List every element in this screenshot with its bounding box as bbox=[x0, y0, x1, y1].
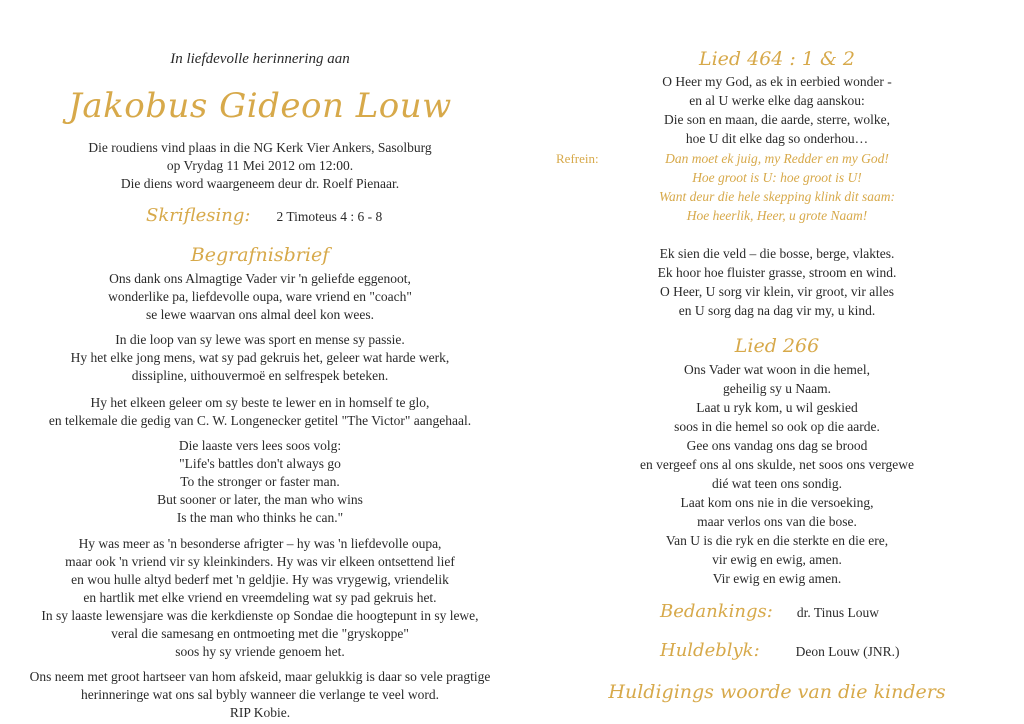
hymn-line: Ek sien die veld – die bosse, berge, vlaktes. bbox=[659, 246, 895, 261]
children-tribute-heading: Huldigings woorde van die kinders bbox=[608, 681, 946, 703]
tribute-label: Huldeblyk: bbox=[660, 640, 760, 661]
hymn-line: soos in die hemel so ook op die aarde. bbox=[674, 419, 880, 434]
paragraph-line: Hy was meer as 'n besonderse afrigter – hy was 'n liefdevolle oupa, bbox=[78, 536, 442, 551]
paragraph-line: Ons dank ons Almagtige Vader vir 'n geliefde eggenoot, bbox=[109, 271, 411, 286]
poem-line: But sooner or later, the man who wins bbox=[157, 492, 363, 507]
poem-line: To the stronger or faster man. bbox=[180, 474, 340, 489]
hymn-line: Van U is die ryk en die sterkte en die ere, bbox=[665, 533, 889, 548]
hymn-266-heading: Lied 266 bbox=[734, 335, 820, 357]
hymn-line: en U sorg dag na dag vir my, u kind. bbox=[678, 303, 876, 318]
paragraph-line: Ons neem met groot hartseer van hom afskeid, maar gelukkig is daar so vele pragtige bbox=[29, 669, 491, 684]
paragraph-line: herinneringe wat ons sal bybly wanneer die verlange te veel word. bbox=[81, 687, 439, 702]
service-line: Die diens word waargeneem deur dr. Roelf Pienaar. bbox=[120, 176, 400, 191]
paragraph-line: In sy laaste lewensjare was die kerkdienste op Sondae die hoogtepunt in sy lewe, bbox=[41, 608, 479, 623]
hymn-line: Die son en maan, die aarde, sterre, wolke, bbox=[663, 112, 891, 127]
poem-line: "Life's battles don't always go bbox=[179, 456, 341, 471]
thanks-label: Bedankings: bbox=[660, 601, 773, 622]
hymn-line: dié wat teen ons sondig. bbox=[711, 476, 843, 491]
paragraph-line: wonderlike pa, liefdevolle oupa, ware vriend en "coach" bbox=[108, 289, 412, 304]
hymn-line: Laat u ryk kom, u wil geskied bbox=[696, 400, 858, 415]
hymn-line: Ons Vader wat woon in die hemel, bbox=[683, 362, 871, 377]
paragraph-line: Hy het elkeen geleer om sy beste te lewer en in homself te glo, bbox=[90, 395, 430, 410]
paragraph-line: In die loop van sy lewe was sport en mense sy passie. bbox=[115, 332, 405, 347]
deceased-name: Jakobus Gideon Louw bbox=[68, 86, 452, 126]
refrain-line: Hoe groot is U: hoe groot is U! bbox=[692, 170, 862, 185]
scripture-label: Skriflesing: bbox=[146, 205, 251, 226]
hymn-line: en vergeef ons al ons skulde, net soos ons vergewe bbox=[640, 457, 914, 472]
paragraph-line: dissipline, uithouvermoë en selfrespek beteken. bbox=[131, 368, 389, 383]
refrain-line: Dan moet ek juig, my Redder en my God! bbox=[665, 151, 889, 166]
hymn-line: hoe U dit elke dag so onderhou… bbox=[685, 131, 869, 146]
hymn-line: en al U werke elke dag aanskou: bbox=[689, 93, 865, 108]
hymn-line: O Heer, U sorg vir klein, vir groot, vir alles bbox=[660, 284, 894, 299]
paragraph-line: soos hy sy vriende genoem het. bbox=[175, 644, 345, 659]
hymn-line: O Heer my God, as ek in eerbied wonder - bbox=[662, 74, 892, 89]
hymn-464-heading: Lied 464 : 1 & 2 bbox=[698, 48, 856, 70]
scripture-value: 2 Timoteus 4 : 6 - 8 bbox=[276, 209, 383, 224]
paragraph-line: en hartlik met elke vriend en vreemdeling wat sy pad gekruis het. bbox=[83, 590, 437, 605]
poem-line: Is the man who thinks he can." bbox=[176, 510, 344, 525]
paragraph-line: se lewe waarvan ons almal deel kon wees. bbox=[146, 307, 374, 322]
intro-text: In liefdevolle herinnering aan bbox=[170, 51, 350, 67]
service-line: op Vrydag 11 Mei 2012 om 12:00. bbox=[166, 158, 354, 173]
tribute-value: Deon Louw (JNR.) bbox=[795, 644, 900, 659]
scripture-reading bbox=[146, 205, 382, 226]
hymn-line: Laat kom ons nie in die versoeking, bbox=[680, 495, 874, 510]
hymn-line: Ek hoor hoe fluister grasse, stroom en wind. bbox=[657, 265, 897, 280]
paragraph-line: maar ook 'n vriend vir sy kleinkinders. Hy was vir elkeen ontsettend lief bbox=[65, 554, 455, 569]
paragraph-line: RIP Kobie. bbox=[229, 705, 291, 720]
letter-heading: Begrafnisbrief bbox=[190, 244, 330, 266]
hymn-line: maar verlos ons van die bose. bbox=[697, 514, 857, 529]
refrain-line: Want deur die hele skepping klink dit saam: bbox=[658, 189, 896, 204]
refrain-label: Refrein: bbox=[556, 151, 599, 166]
thanks-row bbox=[660, 601, 879, 622]
thanks-value: dr. Tinus Louw bbox=[796, 605, 879, 620]
hymn-line: vir ewig en ewig, amen. bbox=[712, 552, 842, 567]
hymn-line: Gee ons vandag ons dag se brood bbox=[686, 438, 868, 453]
paragraph-line: Hy het elke jong mens, wat sy pad gekruis het, geleer wat harde werk, bbox=[70, 350, 450, 365]
service-line: Die roudiens vind plaas in die NG Kerk Vier Ankers, Sasolburg bbox=[88, 140, 432, 155]
hymn-line: Vir ewig en ewig amen. bbox=[712, 571, 842, 586]
tribute-row bbox=[660, 640, 900, 661]
hymn-line: geheilig sy u Naam. bbox=[723, 381, 831, 396]
paragraph-line: en wou hulle altyd bederf met 'n geldjie. Hy was vrygewig, vriendelik bbox=[71, 572, 449, 587]
paragraph-line: en telkemale die gedig van C. W. Longenecker getitel "The Victor" aangehaal. bbox=[48, 413, 472, 428]
poem-line: Die laaste vers lees soos volg: bbox=[178, 438, 342, 453]
refrain-line: Hoe heerlik, Heer, u grote Naam! bbox=[686, 208, 868, 223]
paragraph-line: veral die samesang en ontmoeting met die "gryskoppe" bbox=[111, 626, 409, 641]
